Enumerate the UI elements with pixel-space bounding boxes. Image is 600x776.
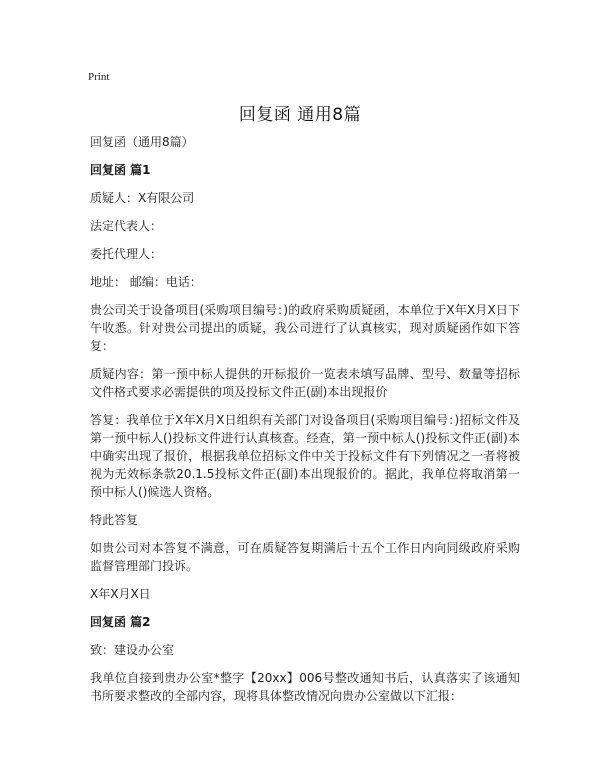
paragraph: 如贵公司对本答复不满意，可在质疑答复期满后十五个工作日内向同级政府采购监督管理部门投诉。 — [90, 541, 520, 573]
section-heading-2: 回复函 篇2 — [90, 615, 151, 629]
paragraph: 质疑人：X有限公司 — [90, 191, 195, 205]
paragraph: 我单位自接到贵办公室*整字【20xx】006号整改通知书后，认真落实了该通知书所要求整改的全部内容，现将具体整改情况向贵办公室做以下汇报： — [90, 671, 520, 703]
paragraph: 贵公司关于设备项目(采购项目编号：)的政府采购质疑函，本单位于X年X月X日下午收悉。针对贵公司提出的质疑，我公司进行了认真核实，现对质疑函作如下答复： — [90, 303, 520, 353]
print-link[interactable]: Print — [88, 71, 110, 83]
date-line: X年X月X日 — [90, 587, 151, 601]
document-body — [90, 133, 520, 715]
paragraph: 委托代理人： — [90, 247, 163, 261]
paragraph: 质疑内容：第一预中标人提供的开标报价一览表未填写品牌、型号、数量等招标文件格式要求必需提供的项及投标文件正(副)本出现报价 — [90, 367, 520, 399]
paragraph: 特此答复 — [90, 513, 139, 527]
paragraph: 法定代表人： — [90, 219, 163, 233]
paragraph: 地址： 邮编：电话： — [90, 275, 202, 289]
subtitle: 回复函（通用8篇） — [90, 135, 194, 149]
paragraph: 致：建设办公室 — [90, 643, 175, 657]
section-heading-1: 回复函 篇1 — [90, 163, 151, 177]
paragraph: 答复：我单位于X年X月X日组织有关部门对设备项目(采购项目编号：)招标文件及第一预中标人()投标文件进行认真核查。经查，第一预中标人()投标文件正(副)本中确实出现了报价，根据我单位招标文件中关于投标文件有下列情况之一者将被视为无效标条款20.1.5投标文件正(副)本出现报价的。据此，我单位将取消第一预中标人()候选人资格。 — [90, 413, 520, 499]
document-title: 回复函 通用8篇 — [238, 105, 362, 125]
